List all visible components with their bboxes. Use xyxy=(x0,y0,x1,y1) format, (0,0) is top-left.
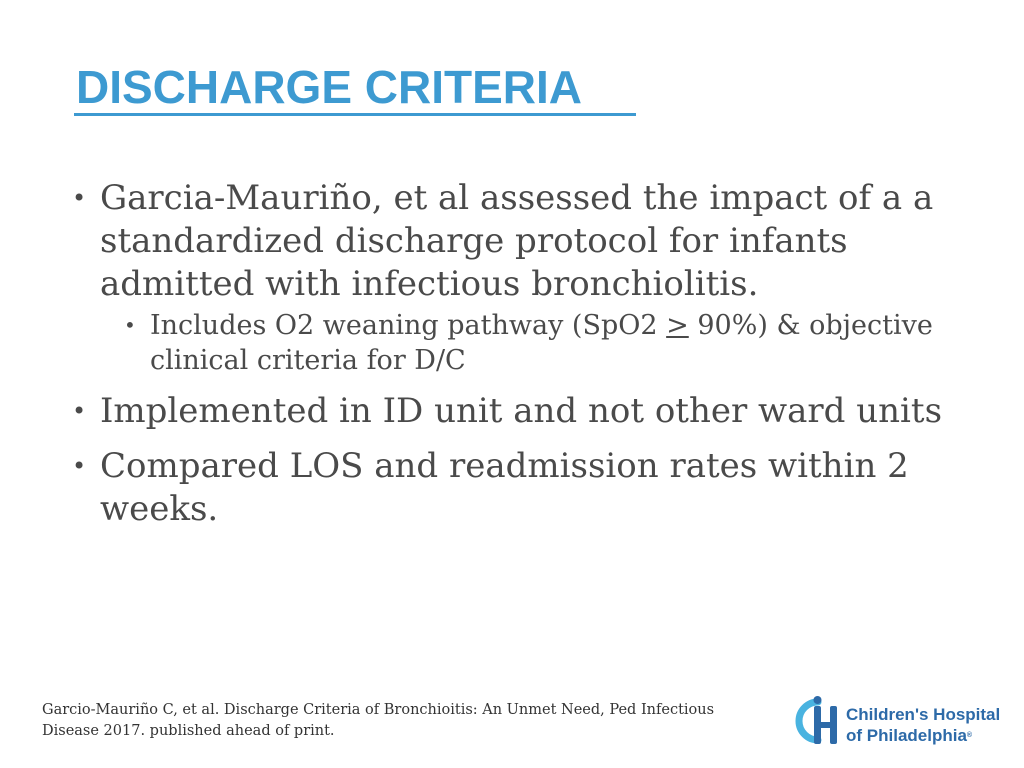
bullet-dot: • xyxy=(72,397,87,425)
slide-body xyxy=(72,177,972,543)
title-underline xyxy=(74,113,636,116)
chop-logo-icon xyxy=(792,694,842,748)
sub-bullet-text-after: 90%) & objective clinical criteria for D/C xyxy=(150,310,933,376)
sub-bullet-dot: • xyxy=(124,313,136,337)
chop-logo-text xyxy=(846,704,1000,746)
chop-logo xyxy=(792,694,1001,750)
logo-line-1: Children's Hospital xyxy=(846,705,1001,724)
bullet-dot: • xyxy=(72,452,87,480)
logo-line-2-text: of Philadelphia xyxy=(846,726,967,745)
citation: Garcio-Mauriño C, et al. Discharge Criteria of Bronchioitis: An Unmet Need, Ped Infectious Disease 2017. published ahead of print. xyxy=(42,702,715,739)
bullet-text: Compared LOS and readmission rates within 2 weeks. xyxy=(100,446,909,529)
sub-bullet-item xyxy=(124,308,972,378)
bullet-item xyxy=(72,177,972,306)
sub-bullet-text-before: Includes O2 weaning pathway (SpO2 xyxy=(150,310,667,341)
bullet-dot: • xyxy=(72,184,87,212)
bullet-text: Garcia-Mauriño, et al assessed the impact of a a standardized discharge protocol for infants admitted with infectious bronchiolitis. xyxy=(100,178,934,304)
slide-title: DISCHARGE CRITERIA xyxy=(76,61,583,113)
greater-equal-symbol: > xyxy=(666,310,689,341)
bullet-item xyxy=(72,445,972,531)
bullet-item xyxy=(72,390,972,433)
logo-line-2 xyxy=(846,725,1000,746)
bullet-text: Implemented in ID unit and not other ward units xyxy=(100,391,943,431)
registered-mark: ® xyxy=(966,732,973,739)
